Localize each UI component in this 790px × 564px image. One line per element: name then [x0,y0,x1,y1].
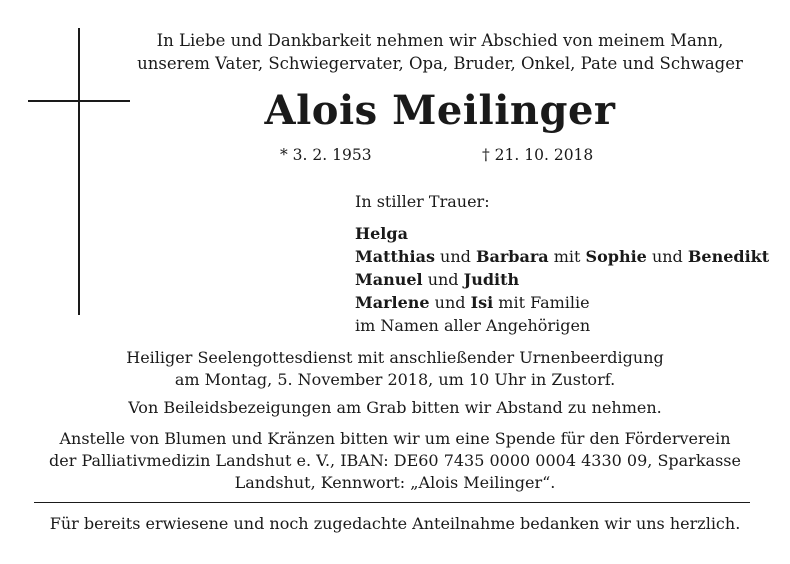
intro-text [130,29,750,75]
mourner-name: Judith [463,270,520,289]
mourner-conj: und [434,247,476,266]
mourner-name: Manuel [355,270,423,289]
divider [34,502,750,503]
mourner-conj: und [429,293,471,312]
condolences-note: Von Beileidsbezeigungen am Grab bitten wir Abstand zu nehmen. [128,398,662,417]
mourner-line [355,222,769,245]
donation-info [20,428,770,494]
mourner-line [355,291,769,314]
intro-line: unserem Vater, Schwiegervater, Opa, Bruder, Onkel, Pate und Schwager [137,54,743,73]
mourner-conj: und [422,270,464,289]
mourner-conj: mit [548,247,586,266]
death-date: † 21. 10. 2018 [482,146,594,164]
birth-date: * 3. 2. 1953 [280,146,372,164]
mourner-name: Sophie [585,247,647,266]
mourner-line [355,245,769,268]
mourner-conj: und [646,247,688,266]
mourner-line [355,268,769,291]
mourner-name: Marlene [355,293,430,312]
mourners-list [355,190,769,337]
cross-icon [78,28,80,315]
donation-line: Landshut, Kennwort: „Alois Meilinger“. [234,473,556,492]
mourner-name: Barbara [475,247,549,266]
mourner-name: Matthias [355,247,435,266]
mourner-conj: mit Familie [493,293,590,312]
intro-line: In Liebe und Dankbarkeit nehmen wir Abschied von meinem Mann, [156,31,724,50]
thanks-note: Für bereits erwiesene und noch zugedachte Anteilnahme bedanken wir uns herzlich. [49,514,741,533]
donation-line: Anstelle von Blumen und Kränzen bitten wir um eine Spende für den Förderverein [59,429,731,448]
mourner-line: im Namen aller Angehörigen [355,316,591,335]
deceased-name: Alois Meilinger [264,87,616,134]
donation-line: der Palliativmedizin Landshut e. V., IBAN: DE60 7435 0000 0004 4330 09, Sparkasse [49,451,741,470]
service-line: Heiliger Seelengottesdienst mit anschließender Urnenbeerdigung [126,348,664,367]
cross-icon-bar [28,100,130,102]
mourners-heading: In stiller Trauer: [355,192,490,211]
service-info [20,347,770,391]
service-line: am Montag, 5. November 2018, um 10 Uhr in Zustorf. [174,370,616,389]
mourner-name: Benedikt [687,247,770,266]
mourner-name: Isi [470,293,494,312]
mourner-name: Helga [355,224,408,243]
